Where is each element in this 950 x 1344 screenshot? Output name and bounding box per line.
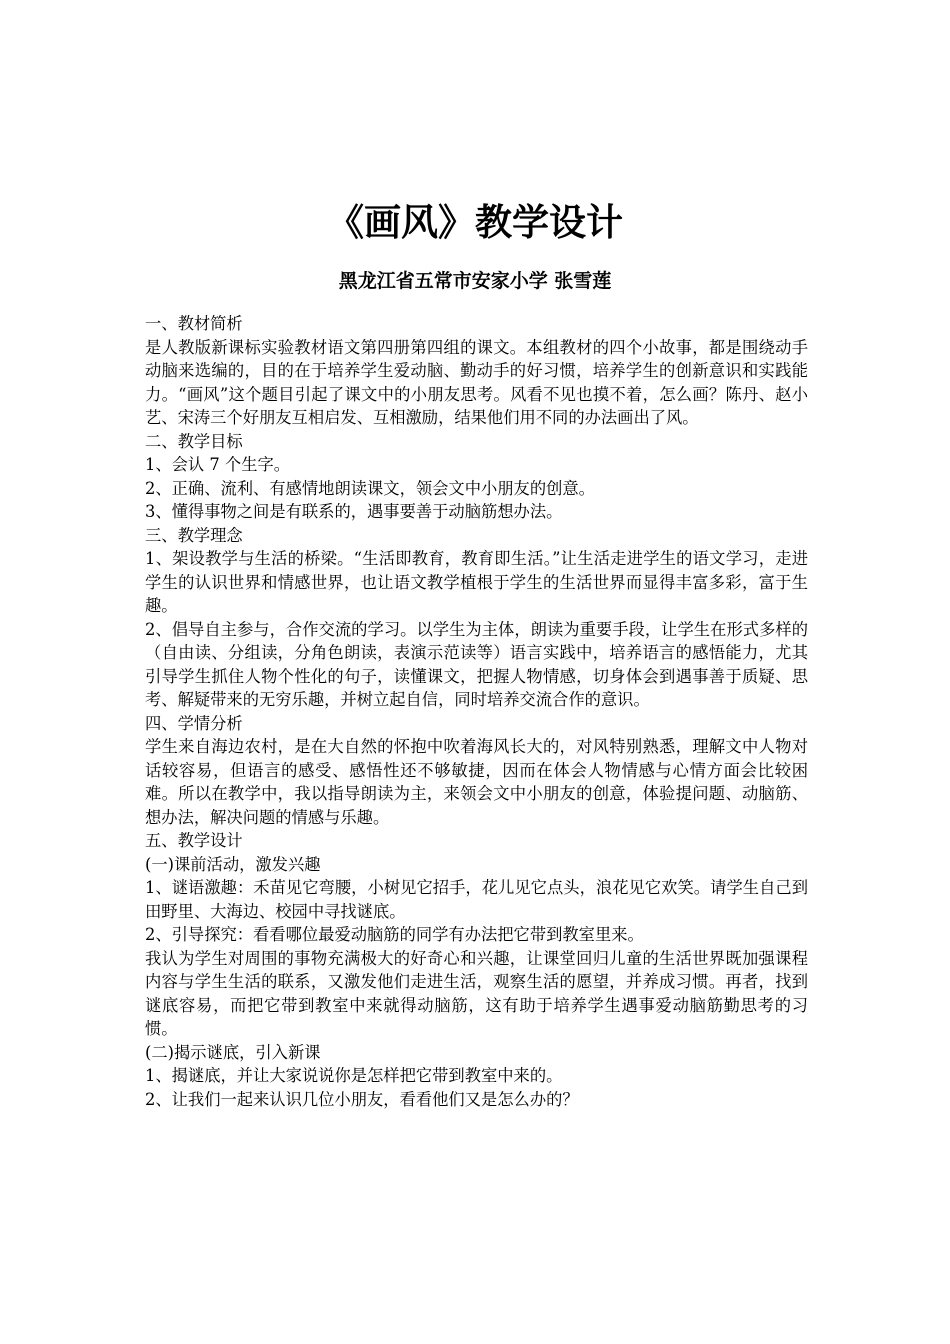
document-title: 《画风》教学设计 [327, 201, 623, 244]
body-paragraph: 2、正确、流利、有感情地朗读课文，领会文中小朋友的创意。 [145, 478, 595, 498]
section-heading: 二、教学目标 [145, 431, 243, 451]
body-paragraph: (二)揭示谜底，引入新课 [145, 1042, 321, 1062]
body-paragraph: 学生来自海边农村，是在大自然的怀抱中吹着海风长大的，对风特别熟悉，理解文中人物对话较容易，但语言的感受、感悟性还不够敏捷，因而在体会人物情感与心情方面会比较困难。所以在教学中，我以指导朗读为主，来领会文中小朋友的创意，体验提问题、动脑筋、想办法，解决问题的情感与乐趣。 [145, 737, 808, 827]
body-paragraph: 2、让我们一起来认识几位小朋友，看看他们又是怎么办的？ [145, 1089, 579, 1109]
section-heading: 五、教学设计 [145, 831, 243, 850]
body-paragraph: 2、引导探究：看看哪位最爱动脑筋的同学有办法把它带到教室里来。 [145, 925, 644, 944]
body-paragraph: (一)课前活动，激发兴趣 [145, 854, 321, 874]
body-paragraph: 1、揭谜底，并让大家说说你是怎样把它带到教室中来的。 [145, 1066, 563, 1085]
document-body [145, 312, 808, 1111]
body-paragraph: 1、架设教学与生活的桥梁。“生活即教育，教育即生活。”让生活走进学生的语文学习，走进学生的认识世界和情感世界，也让语文教学植根于学生的生活世界而显得丰富多彩，富于生趣。 [145, 549, 808, 615]
section-heading: 三、教学理念 [145, 525, 243, 545]
body-paragraph: 3、懂得事物之间是有联系的，遇事要善于动脑筋想办法。 [145, 502, 563, 521]
body-paragraph: 1、会认 7 个生字。 [145, 455, 291, 474]
body-paragraph: 2、倡导自主参与，合作交流的学习。以学生为主体，朗读为重要手段，让学生在形式多样的（自由读、分组读，分角色朗读，表演示范读等）语言实践中，培养语言的感悟能力，尤其引导学生抓住人物个性化的句子，读懂课文，把握人物情感，切身体会到遇事善于质疑、思考、解疑带来的无穷乐趣，并树立起自信，同时培养交流合作的意识。 [145, 619, 808, 709]
body-paragraph: 1、谜语激趣：禾苗见它弯腰，小树见它招手，花儿见它点头，浪花见它欢笑。请学生自己到田野里、大海边、校园中寻找谜底。 [145, 878, 808, 921]
body-paragraph: 我认为学生对周围的事物充满极大的好奇心和兴趣，让课堂回归儿童的生活世界既加强课程内容与学生生活的联系，又激发他们走进生活，观察生活的愿望，并养成习惯。再者，找到谜底容易，而把它带到教室中来就得动脑筋，这有助于培养学生遇事爱动脑筋勤思考的习惯。 [145, 948, 808, 1038]
document-author: 黑龙江省五常市安家小学 张雪莲 [338, 270, 612, 292]
section-heading: 一、教材简析 [145, 314, 243, 333]
section-heading: 四、学情分析 [145, 713, 243, 733]
body-paragraph: 是人教版新课标实验教材语文第四册第四组的课文。本组教材的四个小故事，都是围绕动手动脑来选编的，目的在于培养学生爱动脑、勤动手的好习惯，培养学生的创新意识和实践能力。“画风”这个题目引起了课文中的小朋友思考。风看不见也摸不着，怎么画？陈丹、赵小艺、宋涛三个好朋友互相启发、互相激励，结果他们用不同的办法画出了风。 [145, 337, 808, 427]
